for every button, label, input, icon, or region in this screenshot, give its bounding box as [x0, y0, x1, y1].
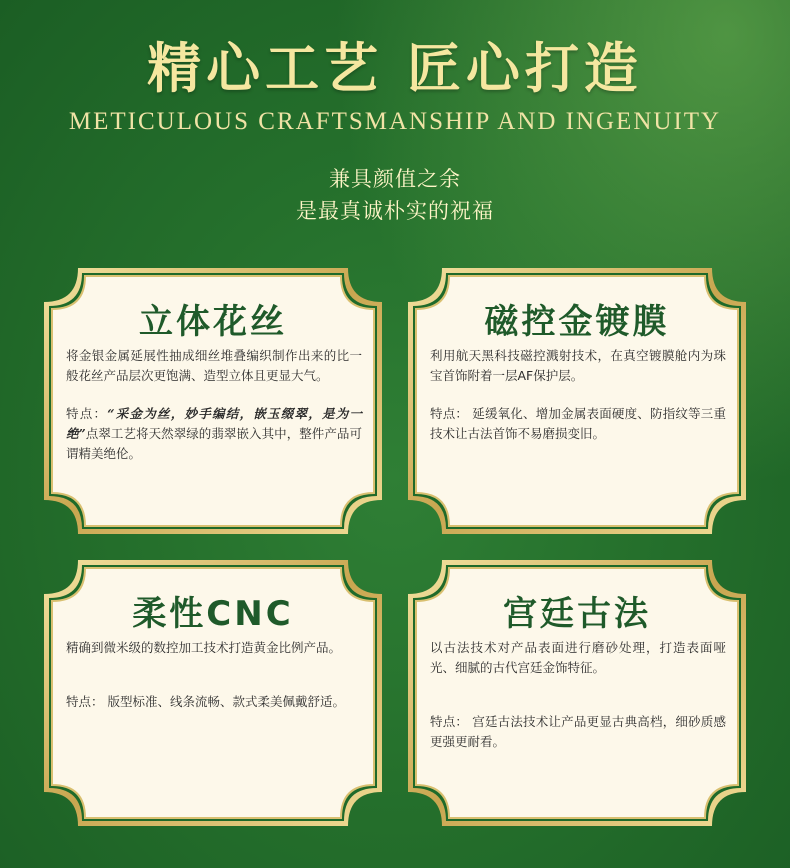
card-description: 精确到微米级的数控加工技术打造黄金比例产品。	[66, 640, 342, 655]
card-body	[430, 638, 726, 752]
card-title: 宫廷古法	[503, 594, 651, 634]
card-feature	[66, 404, 362, 464]
feature-text: 版型标准、线条流畅、款式柔美佩戴舒适。	[107, 694, 346, 709]
feature-prefix: 特点：	[430, 714, 469, 729]
card-palace-ancient-method	[408, 560, 746, 826]
tagline-1: 兼具颜值之余	[329, 167, 461, 191]
feature-prefix: 特点：	[66, 406, 108, 421]
feature-prefix: 特点：	[66, 694, 104, 709]
feature-text: 延缓氧化、增加金属表面硬度、防指纹等三重技术让古法首饰不易磨损变旧。	[430, 406, 726, 441]
card-title: 磁控金镀膜	[484, 302, 670, 342]
card-description: 利用航天黑科技磁控溅射技术，在真空镀膜舱内为珠宝首饰附着一层AF保护层。	[430, 348, 726, 383]
card-feature	[430, 404, 726, 444]
card-description: 将金银金属延展性抽成细丝堆叠编织制作出来的比一般花丝产品层次更饱满、造型立体且更显大气。	[66, 348, 362, 383]
card-description: 以古法技术对产品表面进行磨砂处理，打造表面哑光、细腻的古代宫廷金饰特征。	[430, 640, 726, 675]
card-flexible-cnc	[44, 560, 382, 826]
card-body	[66, 638, 362, 712]
feature-quote: “采金为丝，妙手编结，嵌玉缀翠，是为一绝”	[66, 406, 362, 441]
card-magnetron-coating	[408, 268, 746, 534]
card-feature	[66, 692, 362, 712]
feature-prefix: 特点：	[430, 406, 469, 421]
page-subtitle: METICULOUS CRAFTSMANSHIP AND INGENUITY	[68, 108, 722, 135]
card-body	[430, 346, 726, 444]
page-title: 精心工艺 匠心打造	[147, 37, 643, 100]
feature-text: 宫廷古法技术让产品更显古典高档，细砂质感更强更耐看。	[430, 714, 726, 749]
card-title: 立体花丝	[139, 302, 287, 342]
card-body	[66, 346, 362, 464]
card-feature	[430, 712, 726, 752]
tagline-2: 是最真诚朴实的祝福	[296, 199, 494, 223]
card-filigree	[44, 268, 382, 534]
feature-text: 点翠工艺将天然翠绿的翡翠嵌入其中，整件产品可谓精美绝伦。	[66, 426, 362, 461]
card-title: 柔性CNC	[132, 594, 294, 634]
